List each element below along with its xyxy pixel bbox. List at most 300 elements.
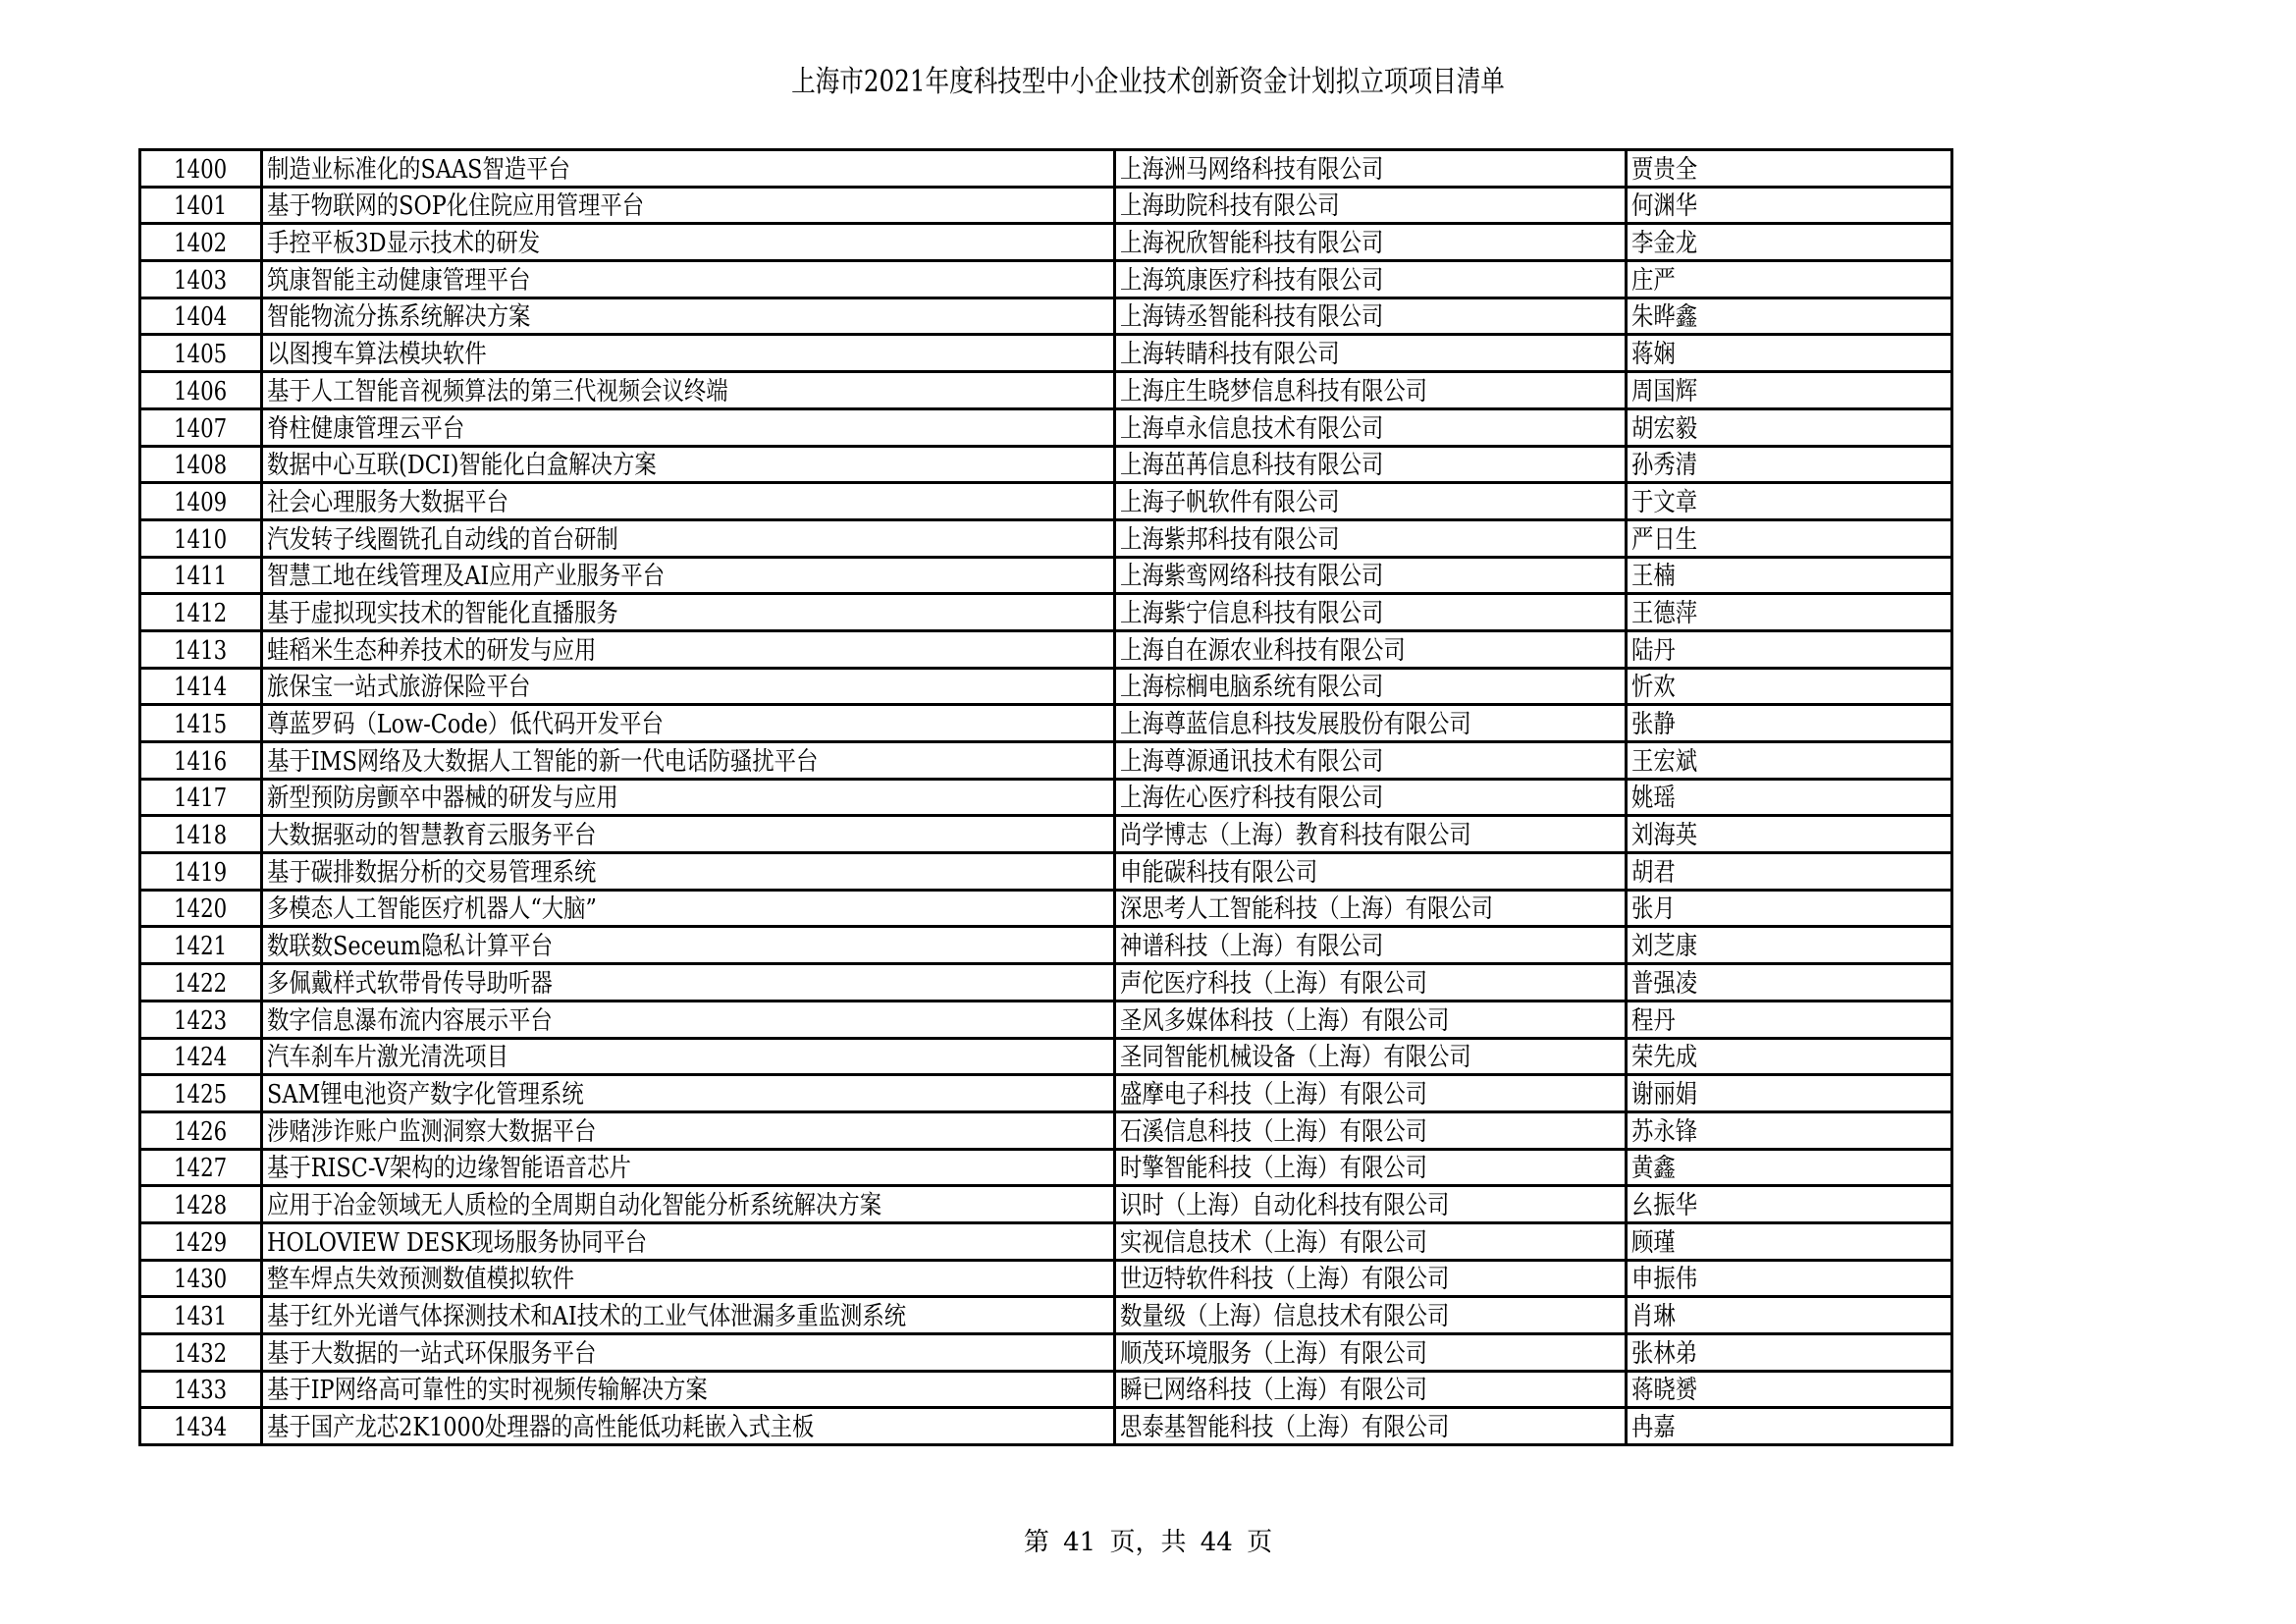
company-name-cell — [1115, 372, 1627, 409]
row-number-cell — [140, 1408, 262, 1445]
company-name-text: 时擎智能科技（上海）有限公司 — [1120, 1154, 1428, 1184]
row-number-cell — [140, 853, 262, 891]
row-number-cell — [140, 446, 262, 483]
contact-person-text: 李金龙 — [1631, 229, 1698, 259]
company-name-cell — [1115, 483, 1627, 520]
company-name-cell — [1115, 1334, 1627, 1372]
row-number-cell — [140, 150, 262, 188]
project-name-cell — [262, 927, 1115, 964]
company-name-text: 上海尊源通讯技术有限公司 — [1120, 746, 1384, 777]
contact-person-text: 刘海英 — [1631, 821, 1698, 851]
table-row — [140, 630, 1952, 668]
row-number-cell — [140, 1149, 262, 1186]
table-row — [140, 1149, 1952, 1186]
company-name-text: 上海祝欣智能科技有限公司 — [1120, 229, 1384, 259]
contact-person-cell — [1627, 779, 1952, 816]
contact-person-cell — [1627, 335, 1952, 372]
company-name-cell — [1115, 630, 1627, 668]
contact-person-cell — [1627, 594, 1952, 631]
contact-person-text: 谢丽娟 — [1631, 1079, 1698, 1110]
project-name-cell — [262, 630, 1115, 668]
project-name-text: 尊蓝罗码（Low-Code）低代码开发平台 — [267, 710, 664, 739]
company-name-cell — [1115, 853, 1627, 891]
table-row — [140, 408, 1952, 446]
company-name-text: 实视信息技术（上海）有限公司 — [1120, 1227, 1428, 1258]
contact-person-cell — [1627, 483, 1952, 520]
project-name-cell — [262, 1297, 1115, 1334]
row-number-text: 1404 — [174, 302, 228, 333]
row-number-text: 1406 — [174, 376, 228, 406]
project-name-cell — [262, 1001, 1115, 1038]
table-row — [140, 779, 1952, 816]
contact-person-cell — [1627, 224, 1952, 261]
contact-person-text: 庄严 — [1631, 265, 1676, 296]
row-number-text: 1423 — [174, 1005, 228, 1036]
row-number-text: 1401 — [174, 191, 228, 222]
company-name-cell — [1115, 964, 1627, 1001]
project-name-text: 基于IMS网络及大数据人工智能的新一代电话防骚扰平台 — [267, 746, 819, 777]
row-number-cell — [140, 519, 262, 557]
company-name-cell — [1115, 298, 1627, 335]
row-number-cell — [140, 1260, 262, 1297]
company-name-cell — [1115, 408, 1627, 446]
project-name-cell — [262, 964, 1115, 1001]
contact-person-text: 冉嘉 — [1631, 1413, 1676, 1443]
project-name-cell — [262, 408, 1115, 446]
company-name-cell — [1115, 779, 1627, 816]
company-name-text: 神谱科技（上海）有限公司 — [1120, 932, 1384, 962]
row-number-cell — [140, 779, 262, 816]
company-name-text: 上海卓永信息技术有限公司 — [1120, 413, 1384, 444]
table-row — [140, 446, 1952, 483]
row-number-text: 1417 — [174, 784, 228, 814]
table-row — [140, 1186, 1952, 1223]
project-name-cell — [262, 705, 1115, 742]
row-number-text: 1428 — [174, 1190, 228, 1220]
contact-person-cell — [1627, 853, 1952, 891]
contact-person-cell — [1627, 150, 1952, 188]
contact-person-cell — [1627, 705, 1952, 742]
row-number-text: 1419 — [174, 857, 228, 888]
company-name-text: 上海紫鸾网络科技有限公司 — [1120, 562, 1384, 592]
project-name-text: 多模态人工智能医疗机器人“大脑” — [267, 894, 597, 925]
contact-person-text: 陆丹 — [1631, 635, 1676, 666]
contact-person-cell — [1627, 1186, 1952, 1223]
table-row — [140, 1297, 1952, 1334]
company-name-text: 数量级（上海）信息技术有限公司 — [1120, 1302, 1450, 1331]
project-name-text: 大数据驱动的智慧教育云服务平台 — [267, 821, 597, 851]
contact-person-text: 幺振华 — [1631, 1190, 1698, 1220]
row-number-text: 1421 — [174, 932, 228, 962]
contact-person-cell — [1627, 408, 1952, 446]
project-name-cell — [262, 483, 1115, 520]
row-number-text: 1413 — [174, 635, 228, 666]
table-row — [140, 1222, 1952, 1260]
table-row — [140, 150, 1952, 188]
table-row — [140, 1260, 1952, 1297]
table-row — [140, 668, 1952, 705]
company-name-text: 上海助院科技有限公司 — [1120, 191, 1340, 222]
contact-person-text: 蒋娴 — [1631, 340, 1676, 370]
contact-person-cell — [1627, 372, 1952, 409]
company-name-text: 识时（上海）自动化科技有限公司 — [1120, 1190, 1450, 1220]
project-name-text: 手控平板3D显示技术的研发 — [267, 229, 541, 259]
contact-person-cell — [1627, 1260, 1952, 1297]
row-number-cell — [140, 261, 262, 298]
project-name-text: 脊柱健康管理云平台 — [267, 413, 465, 444]
contact-person-text: 忻欢 — [1631, 673, 1676, 703]
row-number-cell — [140, 1111, 262, 1149]
row-number-cell — [140, 964, 262, 1001]
company-name-text: 上海佐心医疗科技有限公司 — [1120, 784, 1384, 814]
row-number-cell — [140, 927, 262, 964]
table-row — [140, 187, 1952, 224]
contact-person-text: 胡宏毅 — [1631, 413, 1698, 444]
project-name-text: 整车焊点失效预测数值模拟软件 — [267, 1265, 575, 1295]
project-name-text: 智慧工地在线管理及AI应用产业服务平台 — [267, 562, 666, 592]
company-name-cell — [1115, 1260, 1627, 1297]
project-name-text: HOLOVIEW DESK现场服务协同平台 — [267, 1227, 648, 1258]
company-name-cell — [1115, 335, 1627, 372]
row-number-cell — [140, 890, 262, 927]
contact-person-cell — [1627, 446, 1952, 483]
row-number-cell — [140, 483, 262, 520]
row-number-cell — [140, 594, 262, 631]
contact-person-cell — [1627, 927, 1952, 964]
row-number-cell — [140, 187, 262, 224]
row-number-text: 1402 — [174, 229, 228, 259]
project-name-cell — [262, 1111, 1115, 1149]
project-name-cell — [262, 519, 1115, 557]
company-name-cell — [1115, 668, 1627, 705]
contact-person-cell — [1627, 187, 1952, 224]
contact-person-cell — [1627, 557, 1952, 594]
company-name-cell — [1115, 557, 1627, 594]
project-name-text: 筑康智能主动健康管理平台 — [267, 265, 531, 296]
project-name-text: 应用于冶金领域无人质检的全周期自动化智能分析系统解决方案 — [267, 1190, 882, 1220]
contact-person-cell — [1627, 1075, 1952, 1112]
company-name-text: 上海自在源农业科技有限公司 — [1120, 635, 1406, 666]
company-name-text: 思泰基智能科技（上海）有限公司 — [1120, 1413, 1450, 1443]
project-name-cell — [262, 187, 1115, 224]
table-row — [140, 853, 1952, 891]
row-number-text: 1416 — [174, 746, 228, 777]
table-row — [140, 1038, 1952, 1075]
table-row — [140, 335, 1952, 372]
row-number-cell — [140, 335, 262, 372]
company-name-cell — [1115, 1297, 1627, 1334]
company-name-text: 上海紫邦科技有限公司 — [1120, 524, 1340, 555]
row-number-cell — [140, 1075, 262, 1112]
contact-person-cell — [1627, 1334, 1952, 1372]
row-number-cell — [140, 1371, 262, 1408]
company-name-cell — [1115, 594, 1627, 631]
project-name-text: 基于大数据的一站式环保服务平台 — [267, 1338, 597, 1369]
table-row — [140, 816, 1952, 853]
project-name-text: 智能物流分拣系统解决方案 — [267, 302, 531, 333]
contact-person-cell — [1627, 630, 1952, 668]
company-name-text: 深思考人工智能科技（上海）有限公司 — [1120, 894, 1494, 925]
contact-person-text: 孙秀清 — [1631, 451, 1698, 481]
row-number-cell — [140, 816, 262, 853]
contact-person-text: 苏永锋 — [1631, 1116, 1698, 1147]
contact-person-cell — [1627, 816, 1952, 853]
project-name-cell — [262, 1371, 1115, 1408]
row-number-text: 1427 — [174, 1154, 228, 1184]
table-row — [140, 298, 1952, 335]
contact-person-text: 姚瑶 — [1631, 784, 1676, 814]
contact-person-text: 朱晔鑫 — [1631, 302, 1698, 333]
company-name-cell — [1115, 261, 1627, 298]
contact-person-text: 申振伟 — [1631, 1265, 1698, 1295]
row-number-text: 1424 — [174, 1043, 228, 1073]
company-name-text: 上海转睛科技有限公司 — [1120, 340, 1340, 370]
row-number-cell — [140, 1186, 262, 1223]
contact-person-cell — [1627, 1038, 1952, 1075]
company-name-text: 上海紫宁信息科技有限公司 — [1120, 598, 1384, 628]
company-name-cell — [1115, 187, 1627, 224]
row-number-text: 1407 — [174, 413, 228, 444]
project-name-text: 新型预防房颤卒中器械的研发与应用 — [267, 784, 618, 814]
company-name-cell — [1115, 816, 1627, 853]
row-number-text: 1430 — [174, 1265, 228, 1295]
table-row — [140, 372, 1952, 409]
contact-person-text: 程丹 — [1631, 1005, 1676, 1036]
row-number-text: 1425 — [174, 1079, 228, 1110]
row-number-cell — [140, 224, 262, 261]
contact-person-text: 刘芝康 — [1631, 932, 1698, 962]
row-number-text: 1410 — [174, 524, 228, 555]
project-name-cell — [262, 224, 1115, 261]
project-name-text: 基于物联网的SOP化住院应用管理平台 — [267, 191, 645, 222]
contact-person-cell — [1627, 1297, 1952, 1334]
row-number-cell — [140, 742, 262, 780]
project-name-cell — [262, 557, 1115, 594]
contact-person-cell — [1627, 519, 1952, 557]
table-row — [140, 483, 1952, 520]
contact-person-cell — [1627, 964, 1952, 1001]
company-name-cell — [1115, 1371, 1627, 1408]
contact-person-text: 周国辉 — [1631, 376, 1698, 406]
project-name-cell — [262, 1408, 1115, 1445]
row-number-text: 1400 — [174, 154, 228, 185]
row-number-text: 1434 — [174, 1413, 228, 1443]
company-name-text: 上海洲马网络科技有限公司 — [1120, 154, 1384, 185]
company-name-cell — [1115, 446, 1627, 483]
company-name-cell — [1115, 1186, 1627, 1223]
contact-person-text: 贾贵全 — [1631, 154, 1698, 185]
row-number-text: 1418 — [174, 821, 228, 851]
company-name-text: 申能碳科技有限公司 — [1120, 857, 1318, 888]
project-name-text: 基于碳排数据分析的交易管理系统 — [267, 857, 597, 888]
project-name-text: 基于人工智能音视频算法的第三代视频会议终端 — [267, 376, 728, 406]
project-name-cell — [262, 594, 1115, 631]
company-name-text: 上海棕榈电脑系统有限公司 — [1120, 673, 1384, 703]
project-name-cell — [262, 372, 1115, 409]
row-number-cell — [140, 668, 262, 705]
row-number-text: 1432 — [174, 1338, 228, 1369]
company-name-cell — [1115, 519, 1627, 557]
row-number-text: 1431 — [174, 1302, 228, 1331]
row-number-text: 1415 — [174, 710, 228, 739]
project-name-cell — [262, 1038, 1115, 1075]
project-name-cell — [262, 1075, 1115, 1112]
company-name-cell — [1115, 1038, 1627, 1075]
project-name-text: 基于IP网络高可靠性的实时视频传输解决方案 — [267, 1376, 708, 1406]
project-name-text: 基于虚拟现实技术的智能化直播服务 — [267, 598, 618, 628]
company-name-cell — [1115, 1001, 1627, 1038]
contact-person-cell — [1627, 1001, 1952, 1038]
table-row — [140, 890, 1952, 927]
project-name-text: 以图搜车算法模块软件 — [267, 340, 487, 370]
contact-person-cell — [1627, 1111, 1952, 1149]
project-name-cell — [262, 890, 1115, 927]
project-name-text: 数字信息瀑布流内容展示平台 — [267, 1005, 553, 1036]
row-number-cell — [140, 1334, 262, 1372]
row-number-text: 1422 — [174, 968, 228, 999]
project-name-cell — [262, 1260, 1115, 1297]
contact-person-text: 普强凌 — [1631, 968, 1698, 999]
table-row — [140, 1334, 1952, 1372]
company-name-cell — [1115, 890, 1627, 927]
contact-person-cell — [1627, 1371, 1952, 1408]
row-number-cell — [140, 1222, 262, 1260]
table-row — [140, 261, 1952, 298]
row-number-text: 1408 — [174, 451, 228, 481]
row-number-text: 1411 — [174, 562, 228, 592]
contact-person-text: 蒋晓赟 — [1631, 1376, 1698, 1406]
contact-person-cell — [1627, 1408, 1952, 1445]
row-number-cell — [140, 630, 262, 668]
project-table-body — [140, 150, 1952, 1445]
page-title: 上海市2021年度科技型中小企业技术创新资金计划拟立项项目清单 — [791, 65, 1505, 99]
project-name-cell — [262, 816, 1115, 853]
contact-person-text: 胡君 — [1631, 857, 1676, 888]
row-number-cell — [140, 298, 262, 335]
row-number-text: 1405 — [174, 340, 228, 370]
company-name-text: 圣风多媒体科技（上海）有限公司 — [1120, 1005, 1450, 1036]
contact-person-text: 张静 — [1631, 710, 1676, 739]
row-number-cell — [140, 1038, 262, 1075]
row-number-cell — [140, 1001, 262, 1038]
project-name-cell — [262, 446, 1115, 483]
company-name-text: 上海尊蓝信息科技发展股份有限公司 — [1120, 710, 1471, 739]
company-name-text: 圣同智能机械设备（上海）有限公司 — [1120, 1043, 1471, 1073]
row-number-text: 1414 — [174, 673, 228, 703]
company-name-text: 世迈特软件科技（上海）有限公司 — [1120, 1265, 1450, 1295]
row-number-text: 1426 — [174, 1116, 228, 1147]
company-name-cell — [1115, 224, 1627, 261]
project-name-cell — [262, 1186, 1115, 1223]
project-name-text: 汽发转子线圈铣孔自动线的首台研制 — [267, 524, 618, 555]
row-number-cell — [140, 372, 262, 409]
table-row — [140, 557, 1952, 594]
project-table-container — [138, 148, 1939, 1446]
table-row — [140, 594, 1952, 631]
table-row — [140, 1001, 1952, 1038]
contact-person-text: 张月 — [1631, 894, 1676, 925]
project-name-text: 基于国产龙芯2K1000处理器的高性能低功耗嵌入式主板 — [267, 1413, 815, 1443]
project-name-text: 基于RISC-V架构的边缘智能语音芯片 — [267, 1154, 631, 1184]
contact-person-text: 顾瑾 — [1631, 1227, 1676, 1258]
row-number-cell — [140, 557, 262, 594]
row-number-text: 1412 — [174, 598, 228, 628]
company-name-text: 上海子帆软件有限公司 — [1120, 487, 1340, 517]
page-footer: 第 41 页，共 44 页 — [1023, 1528, 1273, 1557]
table-row — [140, 1371, 1952, 1408]
project-table — [138, 148, 1953, 1446]
contact-person-text: 于文章 — [1631, 487, 1698, 517]
project-name-text: 社会心理服务大数据平台 — [267, 487, 508, 517]
project-name-cell — [262, 261, 1115, 298]
project-name-text: 基于红外光谱气体探测技术和AI技术的工业气体泄漏多重监测系统 — [267, 1302, 907, 1331]
row-number-text: 1409 — [174, 487, 228, 517]
project-name-text: 制造业标准化的SAAS智造平台 — [267, 154, 570, 185]
company-name-text: 声佗医疗科技（上海）有限公司 — [1120, 968, 1428, 999]
company-name-cell — [1115, 1111, 1627, 1149]
company-name-text: 顺茂环境服务（上海）有限公司 — [1120, 1338, 1428, 1369]
company-name-text: 瞬已网络科技（上海）有限公司 — [1120, 1376, 1428, 1406]
contact-person-cell — [1627, 298, 1952, 335]
table-row — [140, 964, 1952, 1001]
row-number-text: 1429 — [174, 1227, 228, 1258]
contact-person-text: 何渊华 — [1631, 191, 1698, 222]
project-name-cell — [262, 742, 1115, 780]
table-row — [140, 742, 1952, 780]
project-name-cell — [262, 1149, 1115, 1186]
project-name-text: 多佩戴样式软带骨传导助听器 — [267, 968, 553, 999]
company-name-text: 尚学博志（上海）教育科技有限公司 — [1120, 821, 1471, 851]
project-name-cell — [262, 298, 1115, 335]
company-name-cell — [1115, 927, 1627, 964]
company-name-text: 上海茁苒信息科技有限公司 — [1120, 451, 1384, 481]
project-name-cell — [262, 150, 1115, 188]
table-row — [140, 705, 1952, 742]
company-name-text: 上海铸丞智能科技有限公司 — [1120, 302, 1384, 333]
table-row — [140, 519, 1952, 557]
project-name-text: 蛙稻米生态种养技术的研发与应用 — [267, 635, 597, 666]
contact-person-text: 严日生 — [1631, 524, 1698, 555]
company-name-cell — [1115, 1222, 1627, 1260]
row-number-text: 1433 — [174, 1376, 228, 1406]
project-name-text: 旅保宝一站式旅游保险平台 — [267, 673, 531, 703]
company-name-text: 上海庄生晓梦信息科技有限公司 — [1120, 376, 1428, 406]
contact-person-text: 张林弟 — [1631, 1338, 1698, 1369]
project-name-text: 数联数Seceum隐私计算平台 — [267, 932, 554, 962]
contact-person-text: 王宏斌 — [1631, 746, 1698, 777]
contact-person-text: 黄鑫 — [1631, 1154, 1676, 1184]
company-name-text: 上海筑康医疗科技有限公司 — [1120, 265, 1384, 296]
contact-person-text: 王德萍 — [1631, 598, 1698, 628]
company-name-cell — [1115, 1408, 1627, 1445]
project-name-text: 汽车刹车片激光清洗项目 — [267, 1043, 508, 1073]
project-name-cell — [262, 853, 1115, 891]
project-name-cell — [262, 1334, 1115, 1372]
project-name-text: 数据中心互联(DCI)智能化白盒解决方案 — [267, 451, 657, 481]
contact-person-cell — [1627, 742, 1952, 780]
project-name-cell — [262, 335, 1115, 372]
row-number-cell — [140, 1297, 262, 1334]
company-name-cell — [1115, 150, 1627, 188]
row-number-text: 1403 — [174, 265, 228, 296]
company-name-cell — [1115, 1149, 1627, 1186]
table-row — [140, 1408, 1952, 1445]
contact-person-cell — [1627, 668, 1952, 705]
table-row — [140, 1111, 1952, 1149]
company-name-text: 盛摩电子科技（上海）有限公司 — [1120, 1079, 1428, 1110]
contact-person-cell — [1627, 890, 1952, 927]
row-number-text: 1420 — [174, 894, 228, 925]
